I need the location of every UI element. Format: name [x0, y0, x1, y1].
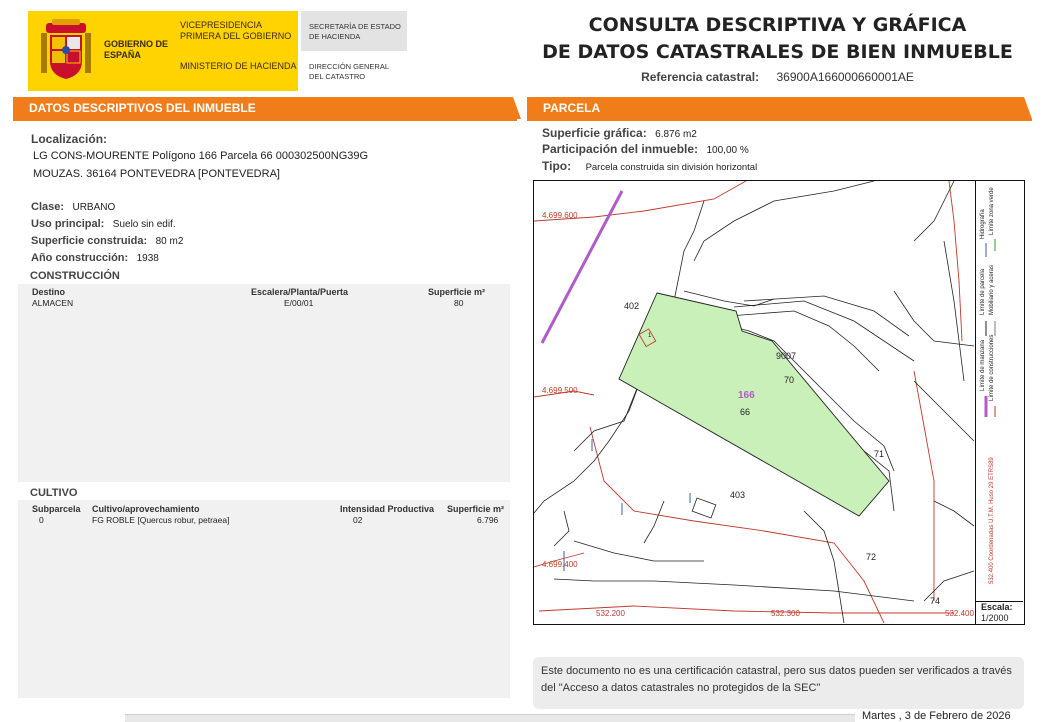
page-title	[540, 12, 1015, 66]
document-date: Martes , 3 de Febrero de 2026	[862, 710, 1011, 722]
th-cultivo: Cultivo/aprovechamiento	[92, 504, 200, 514]
secretaria-block	[301, 11, 407, 51]
scale-value: 1/2000	[981, 613, 1009, 623]
participacion-row	[542, 140, 749, 158]
parcel-label-166: 166	[738, 390, 755, 401]
direccion-name: DIRECCIÓN GENERAL DEL CATASTRO	[309, 62, 389, 81]
map-scale	[975, 601, 1023, 624]
anio-row	[31, 248, 159, 266]
th-escalera: Escalera/Planta/Puerta	[251, 287, 349, 297]
legend-hidrografia: Hidrografía	[980, 209, 986, 239]
parcel-label-70: 70	[784, 375, 795, 385]
cultivo-intensidad: 02	[353, 515, 363, 525]
legend-limite-construcciones: Límite de construcciones	[989, 334, 995, 401]
legend-limite-zona-verde: Límite zona verde	[989, 187, 995, 235]
building-label: 1	[648, 333, 652, 339]
disclaimer-note: Este documento no es una certificación catastral, pero sus datos pueden ser verificados a través del "Acceso a datos catastrales no protegidos de la SEC"	[533, 657, 1024, 709]
y-label-1: 4.699.600	[542, 211, 578, 220]
anio-label: Año construcción:	[31, 252, 129, 264]
tipo-value: Parcela construida sin división horizontal	[585, 162, 758, 173]
legend-swatches	[976, 181, 1024, 601]
uso-label: Uso principal:	[31, 218, 105, 230]
y-label-3: 4.699.400	[542, 560, 578, 569]
cultivo-title: CULTIVO	[30, 487, 78, 499]
referencia-catastral	[540, 70, 1015, 84]
x-label-2: 532.300	[771, 609, 800, 618]
superficie-value: 80 m2	[155, 236, 184, 247]
participacion-label: Participación del inmueble:	[542, 142, 699, 156]
uso-row	[31, 214, 176, 232]
construccion-escalera: E/00/01	[284, 298, 314, 308]
title-line-1: CONSULTA DESCRIPTIVA Y GRÁFICA	[588, 14, 967, 36]
localizacion-line-1: LG CONS-MOURENTE Polígono 166 Parcela 66 000302500NG39G	[33, 150, 369, 162]
uso-value: Suelo sin edif.	[112, 219, 176, 230]
th-intensidad: Intensidad Productiva	[340, 504, 435, 514]
y-label-2: 4.699.500	[542, 386, 578, 395]
title-line-2: DE DATOS CATASTRALES DE BIEN INMUEBLE	[542, 41, 1013, 63]
cultivo-superficie: 6.796	[477, 515, 499, 525]
construccion-title: CONSTRUCCIÓN	[30, 270, 120, 282]
vice-name: VICEPRESIDENCIA PRIMERA DEL GOBIERNO	[180, 20, 292, 41]
parcel-label-74: 74	[930, 596, 941, 606]
ref-label: Referencia catastral:	[641, 70, 760, 84]
superficie-label: Superficie construida:	[31, 235, 148, 247]
map-legend	[975, 181, 1023, 601]
coat-of-arms-icon	[38, 19, 94, 83]
gov-name: GOBIERNO DE ESPAÑA	[104, 39, 169, 60]
section-underline	[13, 119, 517, 121]
section-bar-datos: DATOS DESCRIPTIVOS DEL INMUEBLE	[13, 97, 513, 119]
parcel-label-403: 403	[730, 490, 746, 500]
localizacion-line-2: MOUZAS. 36164 PONTEVEDRA [PONTEVEDRA]	[33, 168, 280, 180]
ministry-name: MINISTERIO DE HACIENDA	[180, 61, 297, 71]
sup-grafica-label: Superficie gráfica:	[542, 126, 647, 140]
cultivo-table	[18, 500, 510, 698]
cadastral-map[interactable]	[533, 180, 1025, 625]
construccion-destino: ALMACEN	[32, 298, 74, 308]
x-label-3: 532.400	[945, 609, 974, 618]
section-bar-parcela: PARCELA	[527, 97, 1024, 119]
cultivo-subparcela: 0	[39, 515, 44, 525]
tipo-row	[542, 157, 757, 175]
footer-bar	[125, 714, 855, 722]
legend-limite-manzana: Límite de manzana	[980, 339, 986, 391]
parcel-label-402: 402	[624, 301, 640, 311]
th-subparcela: Subparcela	[32, 504, 81, 514]
clase-value: URBANO	[72, 202, 116, 213]
parcel-166-polygon	[619, 293, 889, 516]
clase-label: Clase:	[31, 201, 65, 213]
secretaria-name: SECRETARÍA DE ESTADO DE HACIENDA	[309, 22, 401, 41]
th-superficie-cultivo: Superficie m²	[447, 504, 505, 514]
parcel-label-71: 71	[874, 449, 885, 459]
map-drawing	[534, 181, 976, 623]
scale-label: Escala:	[981, 602, 1013, 612]
vice-block	[172, 11, 298, 91]
construccion-superficie: 80	[454, 298, 464, 308]
ref-value: 36900A166000660001AE	[776, 70, 914, 84]
parcel-label-72: 72	[866, 552, 877, 562]
cultivo-nombre: FG ROBLE [Quercus robur, petraea]	[92, 515, 230, 525]
th-superficie: Superficie m²	[428, 287, 486, 297]
sup-grafica-value: 6.876 m2	[655, 129, 697, 140]
parcel-label-66: 66	[740, 407, 751, 417]
th-destino: Destino	[32, 287, 66, 297]
anio-value: 1938	[136, 253, 159, 264]
x-label-1: 532.200	[596, 609, 625, 618]
construccion-table	[18, 284, 510, 482]
participacion-value: 100,00 %	[706, 145, 749, 156]
parcel-label-9007: 9007	[776, 351, 797, 361]
localizacion-label: Localización:	[31, 132, 108, 146]
superficie-row	[31, 231, 183, 249]
legend-mobiliario-aceras: Mobiliario y aceras	[989, 264, 995, 315]
legend-coordinates: 532.400 Coordenadas U.T.M. Huso 29 ETRS89	[989, 457, 995, 584]
section-underline-right	[527, 119, 1032, 121]
tipo-label: Tipo:	[542, 159, 572, 173]
clase-row	[31, 197, 115, 215]
legend-limite-parcela: Límite de parcela	[980, 268, 986, 315]
